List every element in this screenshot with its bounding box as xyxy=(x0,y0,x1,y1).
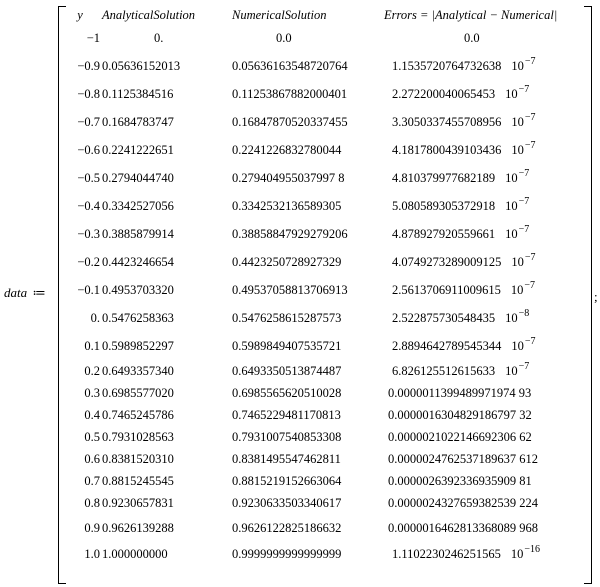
header-y: y xyxy=(77,8,83,22)
cell-y: −0.7 xyxy=(77,115,100,129)
cell-y: −0.6 xyxy=(77,143,100,157)
cell-y: −0.4 xyxy=(77,199,100,213)
error-value: 2.5613706911009615 xyxy=(392,283,501,297)
cell-analytical: 0.5989852297 xyxy=(102,339,174,353)
error-value: 4.1817800439103436 xyxy=(392,143,502,157)
cell-numerical: 0.6493350513874487 xyxy=(232,364,342,378)
table-row xyxy=(66,52,582,80)
cell-analytical: 0.1684783747 xyxy=(102,115,174,129)
cell-analytical: 1.000000000 xyxy=(102,547,168,561)
assign-operator: ≔ xyxy=(32,285,46,300)
cell-error xyxy=(392,192,592,222)
table-row xyxy=(66,248,582,276)
cell-numerical: 0.38858847929279206 xyxy=(232,227,348,241)
error-value: 0.0 xyxy=(464,31,480,45)
table-row xyxy=(66,192,582,220)
error-power: $10^{-7}$ xyxy=(511,252,536,269)
cell-error xyxy=(392,248,592,278)
cell-analytical: 0.4953703320 xyxy=(102,283,174,297)
cell-numerical: 0.7931007540853308 xyxy=(232,430,342,444)
error-power: $10^{-7}$ xyxy=(505,84,530,101)
cell-numerical: 0.9999999999999999 xyxy=(232,547,342,561)
cell-y: 0. xyxy=(90,311,100,325)
cell-error xyxy=(388,382,588,404)
error-power: $10^{-7}$ xyxy=(511,112,536,129)
header-numerical: NumericalSolution xyxy=(232,8,327,22)
error-value: 1.1102230246251565 xyxy=(392,547,501,561)
cell-y: −0.9 xyxy=(77,59,100,73)
table-row xyxy=(66,382,582,404)
table-row xyxy=(66,220,582,248)
cell-y: −0.5 xyxy=(77,171,100,185)
header-analytical: AnalyticalSolution xyxy=(102,8,196,22)
cell-analytical: 0.8381520310 xyxy=(102,452,174,466)
cell-y: 1.0 xyxy=(84,547,100,561)
assignment-lhs xyxy=(4,285,46,301)
cell-error xyxy=(388,404,588,426)
table-row xyxy=(66,470,582,492)
cell-numerical: 0.6985565620510028 xyxy=(232,386,342,400)
error-value: 4.878927920559661 xyxy=(392,227,496,241)
cell-error xyxy=(392,164,592,194)
cell-numerical: 0.8381495547462811 xyxy=(232,452,341,466)
cell-error xyxy=(392,332,592,362)
error-value: 4.0749273289009125 xyxy=(392,255,502,269)
cell-numerical: 0.49537058813706913 xyxy=(232,283,348,297)
cell-analytical: 0.3342527056 xyxy=(102,199,174,213)
table-row xyxy=(66,304,582,332)
cell-error xyxy=(388,514,588,542)
cell-analytical: 0.2241222651 xyxy=(102,143,174,157)
cell-y: 0.6 xyxy=(84,452,100,466)
table-row xyxy=(66,492,582,514)
header-row xyxy=(66,6,582,24)
error-value: 4.810379977682189 xyxy=(392,171,496,185)
cell-numerical: 0.0 xyxy=(276,31,292,45)
cell-analytical: 0.9626139288 xyxy=(102,521,174,535)
cell-numerical: 0.2241226832780044 xyxy=(232,143,342,157)
data-matrix xyxy=(66,6,582,566)
cell-error xyxy=(392,360,592,384)
error-power: $10^{-7}$ xyxy=(505,168,530,185)
error-power: $10^{-16}$ xyxy=(510,544,541,561)
cell-y: −0.8 xyxy=(77,87,100,101)
cell-numerical: 0.5476258615287573 xyxy=(232,311,342,325)
error-power: $10^{-7}$ xyxy=(511,56,536,73)
cell-analytical: 0.1125384516 xyxy=(102,87,174,101)
cell-error xyxy=(388,426,588,448)
table-row xyxy=(66,332,582,360)
cell-error xyxy=(388,492,588,514)
error-power: $10^{-7}$ xyxy=(511,336,536,353)
table-row xyxy=(66,276,582,304)
cell-error xyxy=(388,470,588,492)
cell-numerical: 0.9230633503340617 xyxy=(232,496,342,510)
cell-analytical: 0.4423246654 xyxy=(102,255,174,269)
matrix-left-bracket xyxy=(58,6,66,584)
error-value: 2.522875730548435 xyxy=(392,311,496,325)
cell-y: 0.2 xyxy=(84,364,100,378)
table-row xyxy=(66,426,582,448)
table-row xyxy=(66,514,582,542)
cell-analytical: 0.7465245786 xyxy=(102,408,174,422)
cell-error xyxy=(392,108,592,138)
cell-y: 0.1 xyxy=(84,339,100,353)
error-value: 0.0000024762537189637 612 xyxy=(388,452,538,466)
cell-analytical: 0.05636152013 xyxy=(102,59,181,73)
error-power: $10^{-7}$ xyxy=(505,361,530,378)
cell-numerical: 0.05636163548720764 xyxy=(232,59,348,73)
header-errors: Errors = |Analytical − Numerical| xyxy=(384,8,558,22)
error-power: $10^{-7}$ xyxy=(510,280,536,297)
cell-error xyxy=(392,52,592,82)
error-value: 0.0000024327659382539 224 xyxy=(388,496,538,510)
cell-numerical: 0.16847870520337455 xyxy=(232,115,348,129)
error-value: 2.272200040065453 xyxy=(392,87,496,101)
table-row xyxy=(66,542,582,566)
cell-y: −0.3 xyxy=(77,227,100,241)
cell-error xyxy=(392,304,592,334)
table-row xyxy=(66,136,582,164)
table-row xyxy=(66,24,582,52)
cell-numerical: 0.4423250728927329 xyxy=(232,255,342,269)
table-row xyxy=(66,360,582,382)
cell-y: 0.9 xyxy=(84,521,100,535)
cell-y: 0.5 xyxy=(84,430,100,444)
cell-numerical: 0.9626122825186632 xyxy=(232,521,342,535)
cell-numerical: 0.5989849407535721 xyxy=(232,339,342,353)
error-value: 0.0000011399489971974 93 xyxy=(388,386,532,400)
cell-analytical: 0.8815245545 xyxy=(102,474,174,488)
table-row xyxy=(66,448,582,470)
cell-analytical: 0.6985577020 xyxy=(102,386,174,400)
error-value: 2.8894642789545344 xyxy=(392,339,502,353)
cell-analytical: 0.3885879914 xyxy=(102,227,174,241)
variable-name: data xyxy=(4,285,28,300)
table-row xyxy=(66,404,582,426)
error-value: 0.0000021022146692306 62 xyxy=(388,430,532,444)
error-value: 5.080589305372918 xyxy=(392,199,496,213)
table-row xyxy=(66,164,582,192)
error-power: $10^{-7}$ xyxy=(505,224,530,241)
error-value: 3.3050337455708956 xyxy=(392,115,502,129)
table-row xyxy=(66,108,582,136)
error-power: $10^{-7}$ xyxy=(505,196,530,213)
cell-y: −1 xyxy=(86,31,100,45)
cell-analytical: 0.2794044740 xyxy=(102,171,174,185)
error-value: 6.826125512615633 xyxy=(392,364,496,378)
cell-numerical: 0.8815219152663064 xyxy=(232,474,342,488)
cell-error xyxy=(392,220,592,250)
cell-analytical: 0. xyxy=(154,31,164,45)
cell-analytical: 0.6493357340 xyxy=(102,364,174,378)
cell-y: 0.8 xyxy=(84,496,100,510)
error-value: 0.0000026392336935909 81 xyxy=(388,474,532,488)
cell-y: 0.3 xyxy=(84,386,100,400)
error-value: 0.0000016462813368089 968 xyxy=(388,521,538,535)
cell-y: 0.7 xyxy=(84,474,100,488)
error-value: 0.0000016304829186797 32 xyxy=(388,408,532,422)
cell-y: −0.1 xyxy=(77,283,100,297)
cell-y: −0.2 xyxy=(77,255,100,269)
error-power: $10^{-7}$ xyxy=(511,140,536,157)
cell-error xyxy=(392,80,592,110)
error-power: $10^{-8}$ xyxy=(505,308,530,325)
cell-error xyxy=(392,276,592,306)
cell-numerical: 0.279404955037997 8 xyxy=(232,171,345,185)
cell-numerical: 0.3342532136589305 xyxy=(232,199,342,213)
statement-terminator: ; xyxy=(594,289,598,304)
cell-analytical: 0.9230657831 xyxy=(102,496,174,510)
cell-error xyxy=(392,136,592,166)
cell-numerical: 0.7465229481170813 xyxy=(232,408,341,422)
cell-error xyxy=(392,542,592,568)
cell-analytical: 0.5476258363 xyxy=(102,311,174,325)
cell-y: 0.4 xyxy=(84,408,100,422)
table-row xyxy=(66,80,582,108)
cell-error xyxy=(464,24,600,52)
cell-numerical: 0.11253867882000401 xyxy=(232,87,348,101)
cell-error xyxy=(388,448,588,470)
error-value: 1.1535720764732638 xyxy=(392,59,502,73)
cell-analytical: 0.7931028563 xyxy=(102,430,174,444)
